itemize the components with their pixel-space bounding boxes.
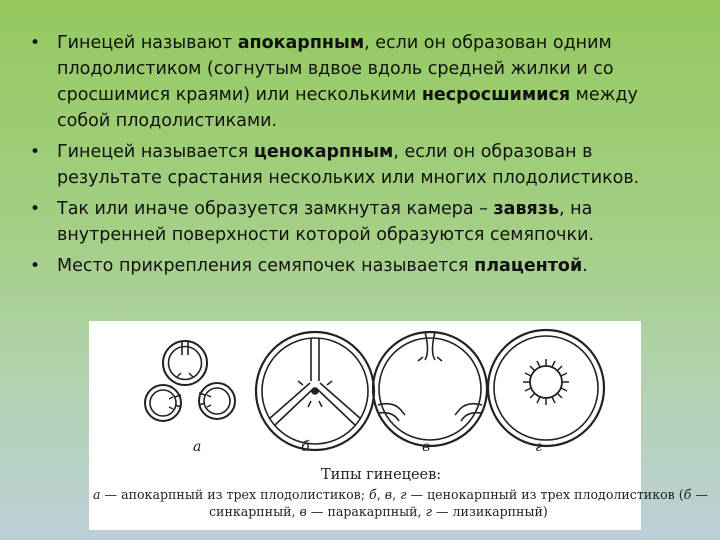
bullet-icon: • [30, 256, 41, 276]
label-v: в [422, 439, 431, 455]
term-coenocarpous: ценокарпным [253, 142, 394, 162]
bullet-placenta [30, 253, 690, 279]
diagram-syncarpous [256, 332, 374, 450]
bullet-text: Гинецей называется ценокарпным, если он образован в результате срастания нескольких или многих плодолистиков. [57, 142, 640, 188]
caption-line-2: синкарпный, в — паракарпный, г — лизикарпный) [209, 504, 548, 519]
caption-title: Типы гинецеев: [321, 467, 442, 483]
bullet-text: Так или иначе образуется замкнутая камера – завязь, на внутренней поверхности которой образуются семяпочки. [57, 199, 595, 245]
term-ovary: завязь [493, 199, 560, 219]
term-unfused: несросшимися [421, 85, 571, 105]
label-a: а [193, 439, 202, 455]
bullet-icon: • [30, 33, 41, 53]
term-placenta: плацентой [474, 256, 583, 276]
gynoecium-figure [89, 321, 708, 530]
bullet-list [30, 30, 690, 284]
diagram-paracarpous [373, 332, 487, 446]
bullet-coenocarpous [30, 139, 690, 191]
diagram-lysicarpous [488, 330, 604, 446]
label-g: г [535, 439, 543, 455]
bullet-text: Место прикрепления семяпочек называется плацентой. [57, 256, 588, 276]
caption-line-1: а — апокарпный из трех плодолистиков; б, в, г — ценокарпный из трех плодолистиков (б — [93, 487, 708, 502]
label-b: б [301, 439, 310, 455]
term-apocarpous: апокарпным [237, 33, 365, 53]
bullet-icon: • [30, 142, 41, 162]
diagram-apocarpous [145, 341, 235, 421]
bullet-text: Гинецей называют апокарпным, если он образован одним плодолистиком (согнутым вдвое вдоль средней жилки и со сросшимися краями) или несколькими несросшимися между собой плодолистиками. [57, 33, 638, 131]
bullet-ovary [30, 196, 690, 248]
bullet-icon: • [30, 199, 41, 219]
bullet-apocarpous [30, 30, 690, 134]
